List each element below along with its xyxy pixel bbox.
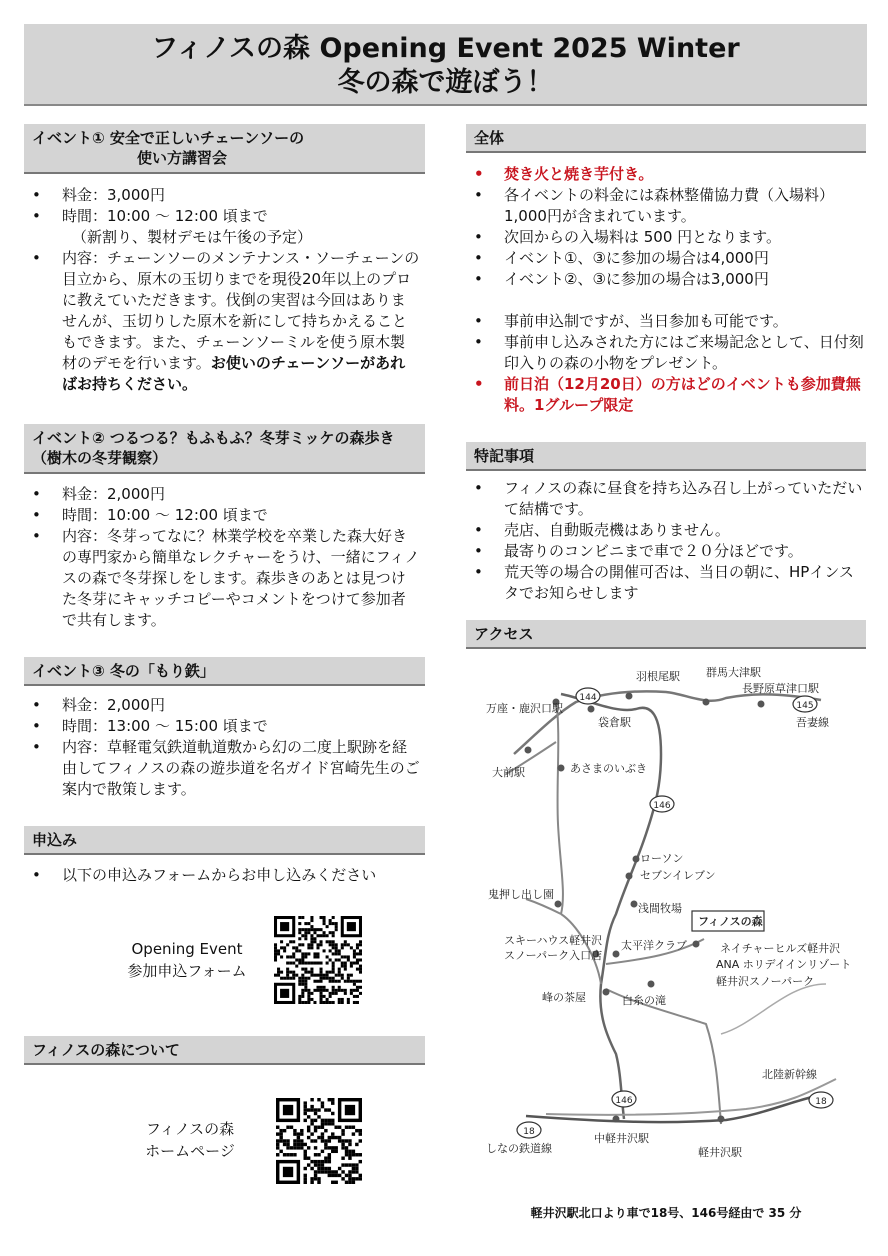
apply-qr-code[interactable] xyxy=(274,916,362,1004)
notes-shop: • 売店、自動販売機はありません。 xyxy=(466,520,866,541)
notes-lunch: • フィノスの森に昼食を持ち込み召し上がっていただいて結構です。 xyxy=(466,478,866,520)
overall-gift: • 事前申し込みされた方にはご来場記念として、日付刻印入りの森の小物をプレゼント。 xyxy=(466,332,866,374)
event3-list xyxy=(24,695,420,800)
apply-heading-text: 申込み xyxy=(32,831,78,849)
page-title-banner xyxy=(24,24,867,106)
event2-content: • 内容：冬芽ってなに？林業学校を卒業した森大好きの専門家から簡単なレクチャーをうけ、一緒にフィノスの森で冬芽探しをします。森歩きのあとは見つけた冬芽にキャッチコピーやコメントをつけて参加者で共有します。 xyxy=(24,526,420,631)
access-heading-text: アクセス xyxy=(474,625,534,643)
about-heading-text: フィノスの森について xyxy=(32,1041,180,1059)
label-nature3: 軽井沢スノーパーク xyxy=(716,975,815,988)
about-qr-label-line1: フィノスの森 xyxy=(145,1120,235,1138)
access-heading xyxy=(466,620,866,649)
label-fukuro: 袋倉駅 xyxy=(598,716,631,729)
overall-bonfire: • 焚き火と焼き芋付き。 xyxy=(466,164,866,185)
overall-combo2: • イベント②、③に参加の場合は3,000円 xyxy=(466,269,866,290)
route-18b-label: 18 xyxy=(815,1097,827,1107)
label-agatsuma: 吾妻線 xyxy=(796,716,829,729)
event3-fee: • 料金：2,000円 xyxy=(24,695,420,716)
event1-heading-line1: イベント① 安全で正しいチェーンソーの xyxy=(32,129,305,147)
label-haneo: 羽根尾駅 xyxy=(636,670,680,683)
label-seven: セブンイレブン xyxy=(640,869,716,882)
shinkansen-line xyxy=(546,1079,836,1115)
overall-next-fee: • 次回からの入場料は 500 円となります。 xyxy=(466,227,866,248)
apply-qr-label-line1: Opening Event xyxy=(131,940,243,958)
shinano-railway xyxy=(526,1094,826,1122)
homepage-qr-code[interactable] xyxy=(276,1098,362,1184)
route-146a-badge xyxy=(650,796,674,812)
access-map xyxy=(466,654,866,1194)
label-ski-house1: スキーハウス軽井沢 xyxy=(504,934,603,947)
route-18a-label: 18 xyxy=(523,1127,535,1137)
route-145-badge xyxy=(793,696,817,712)
label-oniyoshi: 鬼押し出し園 xyxy=(488,888,554,901)
event3-heading-text: イベント③ 冬の「もり鉄」 xyxy=(32,662,215,680)
apply-qr-label xyxy=(112,938,262,982)
apply-qr-label-line2: 参加申込フォーム xyxy=(127,962,247,980)
label-gunma-otsu: 群馬大津駅 xyxy=(706,666,761,679)
overall-heading-text: 全体 xyxy=(474,129,505,147)
event1-time-note: （新割り、製材デモは午後の予定） xyxy=(72,228,313,246)
event1-heading xyxy=(24,124,425,174)
overall-stay-offer: • 前日泊（12月20日）の方はどのイベントも参加費無料。1グループ限定 xyxy=(466,374,866,416)
route-18a-badge xyxy=(517,1122,541,1138)
apply-heading xyxy=(24,826,425,855)
event1-fee: • 料金：3,000円 xyxy=(24,185,420,206)
apply-instruction: • 以下の申込みフォームからお申し込みください xyxy=(24,865,420,886)
road-branch-a xyxy=(556,699,563,914)
label-minenochaya: 峰の茶屋 xyxy=(542,991,586,1004)
overall-reservation: • 事前申込制ですが、当日参加も可能です。 xyxy=(466,311,866,332)
about-qr-label-line2: ホームページ xyxy=(145,1142,235,1160)
road-east xyxy=(721,984,826,1034)
route-146b-badge xyxy=(612,1091,636,1107)
event3-heading xyxy=(24,657,425,686)
label-asama-bokujo: 浅間牧場 xyxy=(638,902,682,915)
apply-list xyxy=(24,865,420,886)
label-lawson: ローソン xyxy=(640,852,684,865)
event2-heading xyxy=(24,424,425,474)
label-shinano: しなの鉄道線 xyxy=(486,1142,552,1155)
about-qr-label xyxy=(120,1118,260,1162)
label-ski-house2: スノーパーク入口店 xyxy=(504,949,603,962)
notes-list xyxy=(466,478,866,604)
route-146b-label: 146 xyxy=(615,1096,633,1106)
event1-content xyxy=(24,248,420,395)
label-nature2: ANA ホリデイインリゾート xyxy=(716,958,852,971)
label-asama-ibuki: あさまのいぶき xyxy=(570,762,647,775)
overall-heading xyxy=(466,124,866,153)
event3-time: • 時間：13:00 ～ 15:00 頃まで xyxy=(24,716,420,737)
overall-combo1: • イベント①、③に参加の場合は4,000円 xyxy=(466,248,866,269)
event2-heading-text: イベント② つるつる？もふもふ？冬芽ミッケの森歩き（樹木の冬芽観察） xyxy=(32,429,395,467)
label-finos: フィノスの森 xyxy=(698,915,763,928)
notes-weather: • 荒天等の場合の開催可否は、当日の朝に、HPインスタでお知らせします xyxy=(466,562,866,604)
event1-heading-line2: 使い方講習会 xyxy=(137,149,228,167)
route-18b-badge xyxy=(809,1092,833,1108)
event2-fee: • 料金：2,000円 xyxy=(24,484,420,505)
agatsuma-line xyxy=(514,691,821,754)
label-naganohara: 長野原草津口駅 xyxy=(742,682,819,695)
event3-content: • 内容：草軽電気鉄道軌道敷から幻の二度上駅跡を経由してフィノスの森の遊歩道を名ガイド宮崎先生のご案内で散策します。 xyxy=(24,737,420,800)
notes-heading xyxy=(466,442,866,471)
label-manza: 万座・鹿沢口駅 xyxy=(486,702,563,715)
label-taiheiyo: 太平洋クラブ xyxy=(621,939,687,952)
route-144-badge xyxy=(576,688,600,704)
label-shiraito: 白糸の滝 xyxy=(622,994,666,1007)
label-naka-karuizawa: 中軽井沢駅 xyxy=(594,1132,649,1145)
page-subtitle: 冬の森で遊ぼう！ xyxy=(337,67,554,98)
event1-list xyxy=(24,185,420,395)
event1-content-bold: お使いのチェーンソーがあればお持ちください。 xyxy=(62,354,406,393)
label-karuizawa: 軽井沢駅 xyxy=(698,1146,742,1159)
event1-time: • 時間：10:00 ～ 12:00 頃まで xyxy=(24,206,420,227)
overall-list xyxy=(466,164,866,416)
overall-fee-note: • 各イベントの料金には森林整備協力費（入場料）1,000円が含まれています。 xyxy=(466,185,866,227)
about-heading xyxy=(24,1036,425,1065)
notes-heading-text: 特記事項 xyxy=(474,447,535,465)
label-hokuriku: 北陸新幹線 xyxy=(762,1068,817,1081)
label-nature1: ネイチャーヒルズ軽井沢 xyxy=(720,942,841,955)
route-146a-label: 146 xyxy=(653,801,671,811)
notes-convenience: • 最寄りのコンビニまで車で２０分ほどです。 xyxy=(466,541,866,562)
event2-time: • 時間：10:00 ～ 12:00 頃まで xyxy=(24,505,420,526)
event2-list xyxy=(24,484,420,631)
route-144-label: 144 xyxy=(579,693,597,703)
label-omae: 大前駅 xyxy=(492,766,525,779)
route-145-label: 145 xyxy=(796,701,814,711)
event1-content-text: 内容：チェーンソーのメンテナンス・ソーチェーンの目立から、原木の玉切りまでを現役20年以上のプロに教えていただきます。伐倒の実習は今回はありませんが、玉切りした原木を新にして持ちかえることもできます。また、チェーンソーミルを使う原木製材のデモを行います。 xyxy=(62,249,420,372)
page-title: フィノスの森 Opening Event 2025 Winter xyxy=(151,33,740,64)
access-caption: 軽井沢駅北口より車で18号、146号経由で 35 分 xyxy=(530,1206,802,1220)
